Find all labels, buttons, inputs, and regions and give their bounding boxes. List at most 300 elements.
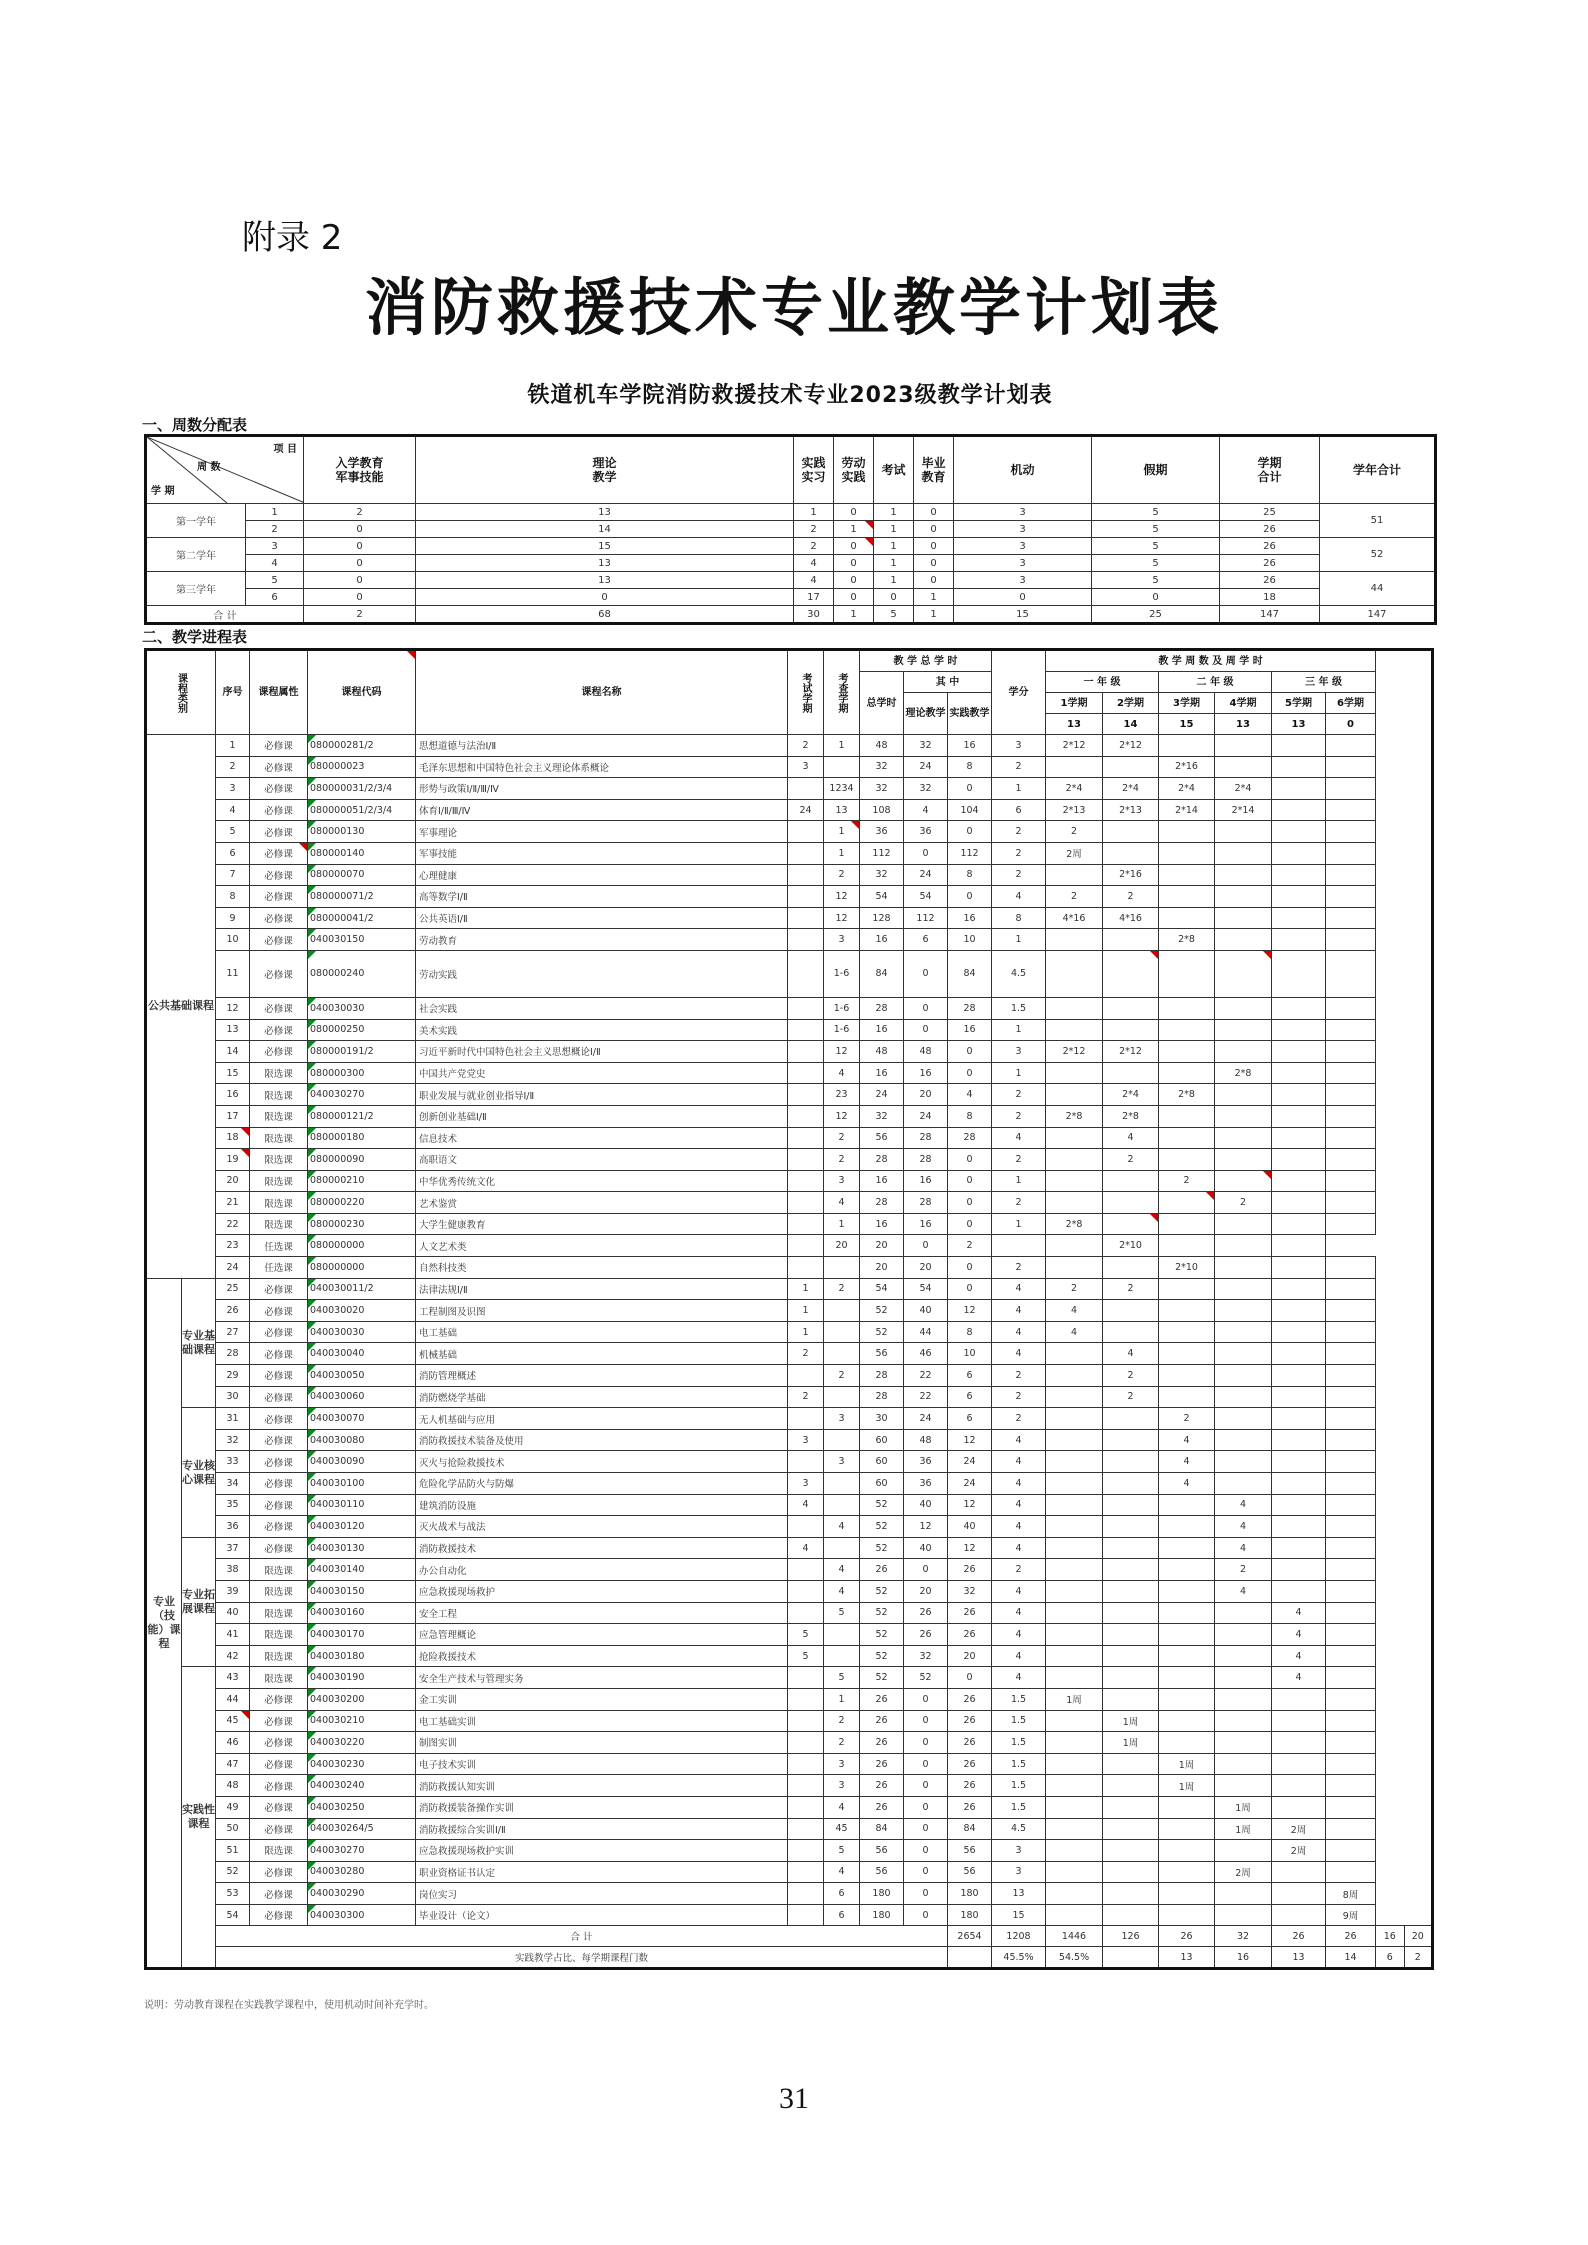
course-type: 必修课 xyxy=(250,735,308,757)
course-no: 17 xyxy=(216,1105,250,1127)
semester-6-hours xyxy=(1326,842,1376,864)
semester-6-hours xyxy=(1326,1429,1376,1451)
week-cell: 1 xyxy=(834,521,874,538)
total-label: 合 计 xyxy=(216,1926,948,1947)
semester-6-hours xyxy=(1326,886,1376,908)
semester-1-hours: 2*12 xyxy=(1046,735,1103,757)
semester-4-hours xyxy=(1159,1235,1215,1257)
semester-1-hours xyxy=(1046,1062,1103,1084)
practice-hours: 26 xyxy=(948,1688,992,1710)
semester-6-hours xyxy=(1326,1213,1376,1235)
semester-2-hours: 2*8 xyxy=(1103,1105,1159,1127)
semester-4-hours xyxy=(1215,1321,1272,1343)
theory-hours: 24 xyxy=(904,864,948,886)
header-practice: 实践 实习 xyxy=(794,436,834,504)
semester-6-hours xyxy=(1326,1559,1376,1581)
semester-5-hours: 4 xyxy=(1272,1667,1326,1689)
header-code: 课程代码 xyxy=(308,650,416,735)
course-row xyxy=(146,1580,1433,1602)
semester-5-hours xyxy=(1272,886,1326,908)
course-name: 建筑消防设施 xyxy=(416,1494,788,1516)
semester-5-hours xyxy=(1272,1084,1326,1106)
semester-3-hours: 2 xyxy=(1159,1170,1215,1192)
semester-4-hours xyxy=(1215,1041,1272,1063)
semester-1-hours: 2*13 xyxy=(1046,799,1103,821)
semester-4-hours xyxy=(1215,1127,1272,1149)
credit: 2 xyxy=(992,842,1046,864)
course-row xyxy=(146,1451,1433,1473)
credit: 1.5 xyxy=(992,1796,1046,1818)
course-name: 消防燃烧学基础 xyxy=(416,1386,788,1408)
practice-hours: 26 xyxy=(948,1710,992,1732)
course-row xyxy=(146,1343,1433,1365)
practice-hours: 16 xyxy=(948,1019,992,1041)
course-code: 040030160 xyxy=(308,1602,416,1624)
semester-5-hours xyxy=(1272,1343,1326,1365)
week-cell: 0 xyxy=(304,521,416,538)
course-type: 限选课 xyxy=(250,1149,308,1171)
course-type: 必修课 xyxy=(250,907,308,929)
credit: 3 xyxy=(992,1840,1046,1862)
exam-semester xyxy=(788,907,824,929)
course-no: 11 xyxy=(216,950,250,997)
exam-semester xyxy=(788,1840,824,1862)
semester-4-hours: 4 xyxy=(1215,1516,1272,1538)
ratio-cell xyxy=(1103,1947,1159,1969)
exam-semester xyxy=(788,1105,824,1127)
semester-4-hours xyxy=(1215,886,1272,908)
course-row xyxy=(146,1732,1433,1754)
course-name: 形势与政策Ⅰ/Ⅱ/Ⅲ/Ⅳ xyxy=(416,778,788,800)
course-type: 限选课 xyxy=(250,1105,308,1127)
course-code: 080000140 xyxy=(308,842,416,864)
week-cell: 0 xyxy=(874,589,914,606)
semester-5-hours xyxy=(1272,950,1326,997)
semester-1-hours xyxy=(1046,1127,1103,1149)
corner-mid-label: 周 数 xyxy=(197,462,221,473)
semester-5-hours xyxy=(1272,1041,1326,1063)
check-semester: 2 xyxy=(824,1732,860,1754)
exam-semester xyxy=(788,821,824,843)
semester-4-hours xyxy=(1215,1105,1272,1127)
course-code: 080000070 xyxy=(308,864,416,886)
credit: 4 xyxy=(992,886,1046,908)
exam-semester xyxy=(788,1170,824,1192)
theory-hours: 54 xyxy=(904,1278,948,1300)
semester-6-hours xyxy=(1326,1386,1376,1408)
theory-hours: 48 xyxy=(904,1041,948,1063)
credit: 2 xyxy=(992,821,1046,843)
course-code: 040030200 xyxy=(308,1688,416,1710)
exam-semester xyxy=(788,1559,824,1581)
ratio-cell: 2 xyxy=(1404,1947,1433,1969)
semester-2-hours xyxy=(1103,1796,1159,1818)
week-cell: 3 xyxy=(954,521,1092,538)
credit: 2 xyxy=(992,1559,1046,1581)
theory-hours: 0 xyxy=(904,1753,948,1775)
semester-5-hours xyxy=(1272,1732,1326,1754)
check-semester: 4 xyxy=(824,1796,860,1818)
credit: 2 xyxy=(992,1386,1046,1408)
semester-2-hours: 2 xyxy=(1103,1149,1159,1171)
semester-number: 6 xyxy=(246,589,304,606)
semester-6-hours xyxy=(1326,1645,1376,1667)
course-type: 必修课 xyxy=(250,1688,308,1710)
semester-2-hours: 4 xyxy=(1103,1127,1159,1149)
semester-1-hours xyxy=(1046,929,1103,951)
course-row xyxy=(146,1624,1433,1646)
semester-2-hours: 2*13 xyxy=(1103,799,1159,821)
semester-2-hours: 2 xyxy=(1103,1278,1159,1300)
semester-3-hours xyxy=(1159,1365,1215,1387)
course-no: 27 xyxy=(216,1321,250,1343)
year-label: 第二学年 xyxy=(146,538,246,572)
course-row xyxy=(146,1408,1433,1430)
course-row xyxy=(146,1062,1433,1084)
header-exam: 考试 xyxy=(874,436,914,504)
semester-5-hours xyxy=(1272,1516,1326,1538)
semester-1-hours xyxy=(1046,1710,1103,1732)
header-sem-1: 1学期 xyxy=(1046,693,1103,714)
course-code: 040030100 xyxy=(308,1473,416,1495)
course-no: 2 xyxy=(216,756,250,778)
semester-3-hours xyxy=(1159,1904,1215,1926)
course-no: 33 xyxy=(216,1451,250,1473)
exam-semester: 2 xyxy=(788,735,824,757)
course-name: 法律法规Ⅰ/Ⅱ xyxy=(416,1278,788,1300)
course-no: 26 xyxy=(216,1300,250,1322)
semester-5-hours xyxy=(1272,1321,1326,1343)
semester-2-hours: 2*4 xyxy=(1103,778,1159,800)
week-cell: 0 xyxy=(954,589,1092,606)
practice-hours: 180 xyxy=(948,1883,992,1905)
semester-1-hours xyxy=(1046,1170,1103,1192)
theory-hours: 0 xyxy=(904,950,948,997)
semester-1-hours: 2周 xyxy=(1046,842,1103,864)
practice-hours: 180 xyxy=(948,1904,992,1926)
theory-hours: 0 xyxy=(904,1904,948,1926)
semester-6-hours xyxy=(1326,735,1376,757)
total-hours: 54 xyxy=(860,886,904,908)
semester-2-hours xyxy=(1103,1775,1159,1797)
course-name: 电工基础实训 xyxy=(416,1710,788,1732)
semester-number: 2 xyxy=(246,521,304,538)
total-hours: 28 xyxy=(860,1365,904,1387)
course-type: 限选课 xyxy=(250,1840,308,1862)
semester-5-hours xyxy=(1272,735,1326,757)
course-row xyxy=(146,997,1433,1019)
semester-1-hours xyxy=(1046,1149,1103,1171)
course-code: 040030030 xyxy=(308,997,416,1019)
course-code: 040030190 xyxy=(308,1667,416,1689)
check-semester: 2 xyxy=(824,1278,860,1300)
semester-2-hours xyxy=(1103,1257,1159,1279)
total-hours: 52 xyxy=(860,1667,904,1689)
semester-6-hours xyxy=(1326,1149,1376,1171)
sum-cell: 1 xyxy=(914,606,954,624)
semester-4-hours xyxy=(1215,1429,1272,1451)
semester-2-hours xyxy=(1103,1580,1159,1602)
check-semester: 45 xyxy=(824,1818,860,1840)
header-sem-4: 4学期 xyxy=(1215,693,1272,714)
course-row xyxy=(146,1192,1433,1214)
course-name: 消防救援认知实训 xyxy=(416,1775,788,1797)
theory-hours: 6 xyxy=(904,929,948,951)
course-no: 25 xyxy=(216,1278,250,1300)
semester-2-hours xyxy=(1103,1667,1159,1689)
sum-year-total: 147 xyxy=(1320,606,1436,624)
course-name: 消防救援技术 xyxy=(416,1537,788,1559)
course-no: 32 xyxy=(216,1429,250,1451)
semester-6-hours xyxy=(1326,1537,1376,1559)
semester-4-hours xyxy=(1215,842,1272,864)
course-name: 体育Ⅰ/Ⅱ/Ⅲ/Ⅳ xyxy=(416,799,788,821)
semester-2-hours xyxy=(1103,950,1159,997)
total-hours: 180 xyxy=(860,1883,904,1905)
semester-6-hours xyxy=(1326,1170,1376,1192)
semester-2-hours xyxy=(1103,1559,1159,1581)
practice-hours: 28 xyxy=(948,997,992,1019)
total-cell: 26 xyxy=(1159,1926,1215,1947)
theory-hours: 16 xyxy=(904,1213,948,1235)
practice-hours: 112 xyxy=(948,842,992,864)
semester-3-hours xyxy=(1159,1883,1215,1905)
header-orientation: 入学教育 军事技能 xyxy=(304,436,416,504)
credit: 2 xyxy=(992,864,1046,886)
semester-3-hours xyxy=(1159,1645,1215,1667)
semester-5-hours: 2周 xyxy=(1272,1818,1326,1840)
course-code: 080000180 xyxy=(308,1127,416,1149)
course-row xyxy=(146,1818,1433,1840)
course-schedule-table xyxy=(144,648,1434,1970)
total-hours: 48 xyxy=(860,1041,904,1063)
semester-6-hours xyxy=(1326,1861,1376,1883)
course-code: 080000210 xyxy=(308,1170,416,1192)
semester-5-hours xyxy=(1272,1861,1326,1883)
practice-hours: 0 xyxy=(948,1257,992,1279)
total-hours: 52 xyxy=(860,1516,904,1538)
course-code: 080000230 xyxy=(308,1213,416,1235)
semester-number: 3 xyxy=(246,538,304,555)
course-row xyxy=(146,735,1433,757)
course-code: 040030210 xyxy=(308,1710,416,1732)
semester-6-hours xyxy=(1326,1688,1376,1710)
semester-6-hours xyxy=(1326,1796,1376,1818)
semester-1-hours xyxy=(1046,1861,1103,1883)
semester-5-hours xyxy=(1272,907,1326,929)
course-code: 040030130 xyxy=(308,1537,416,1559)
semester-3-hours xyxy=(1159,735,1215,757)
course-no: 28 xyxy=(216,1343,250,1365)
week-cell: 5 xyxy=(1092,555,1220,572)
semester-4-hours xyxy=(1215,1602,1272,1624)
semester-6-hours xyxy=(1326,997,1376,1019)
course-name: 劳动实践 xyxy=(416,950,788,997)
footnote: 说明：劳动教育课程在实践教学课程中，使用机动时间补充学时。 xyxy=(144,2000,434,2011)
week-cell: 2 xyxy=(794,521,834,538)
practice-hours: 28 xyxy=(948,1127,992,1149)
year-total: 44 xyxy=(1320,572,1436,606)
total-hours: 32 xyxy=(860,756,904,778)
practice-hours: 24 xyxy=(948,1451,992,1473)
course-name: 社会实践 xyxy=(416,997,788,1019)
check-semester xyxy=(824,1645,860,1667)
theory-hours: 16 xyxy=(904,1062,948,1084)
semester-2-hours xyxy=(1103,1451,1159,1473)
exam-semester xyxy=(788,1365,824,1387)
sum-cell: 25 xyxy=(1092,606,1220,624)
semester-6-hours xyxy=(1326,1451,1376,1473)
practice-hours: 16 xyxy=(948,907,992,929)
course-type: 必修课 xyxy=(250,1019,308,1041)
check-semester: 4 xyxy=(824,1559,860,1581)
semester-2-hours xyxy=(1103,929,1159,951)
semester-5-hours xyxy=(1272,1213,1326,1235)
semester-2-hours xyxy=(1103,842,1159,864)
semester-1-hours: 4 xyxy=(1046,1321,1103,1343)
semester-6-hours xyxy=(1326,1494,1376,1516)
semester-6-hours xyxy=(1326,778,1376,800)
total-hours: 52 xyxy=(860,1580,904,1602)
semester-5-hours xyxy=(1272,1710,1326,1732)
semester-1-hours xyxy=(1046,1883,1103,1905)
credit: 1.5 xyxy=(992,1710,1046,1732)
week-cell: 0 xyxy=(914,521,954,538)
semester-4-hours xyxy=(1215,1904,1272,1926)
week-cell: 13 xyxy=(416,572,794,589)
course-code: 040030250 xyxy=(308,1796,416,1818)
exam-semester xyxy=(788,886,824,908)
semester-2-hours: 1周 xyxy=(1103,1732,1159,1754)
practice-hours: 0 xyxy=(948,1062,992,1084)
semester-6-hours xyxy=(1326,1105,1376,1127)
semester-4-hours xyxy=(1215,1732,1272,1754)
semester-3-hours xyxy=(1159,1624,1215,1646)
semester-6-hours xyxy=(1326,1602,1376,1624)
credit: 1.5 xyxy=(992,1688,1046,1710)
theory-hours: 20 xyxy=(904,1084,948,1106)
sum-cell: 2 xyxy=(304,606,416,624)
credit: 4.5 xyxy=(992,950,1046,997)
semester-1-hours xyxy=(1046,1451,1103,1473)
theory-hours: 0 xyxy=(904,842,948,864)
course-row xyxy=(146,756,1433,778)
theory-hours: 36 xyxy=(904,1451,948,1473)
total-cell: 2654 xyxy=(948,1926,992,1947)
week-cell: 0 xyxy=(914,504,954,521)
theory-hours: 0 xyxy=(904,997,948,1019)
total-cell: 16 xyxy=(1376,1926,1404,1947)
semester-6-hours xyxy=(1326,821,1376,843)
week-cell: 0 xyxy=(304,555,416,572)
course-type: 必修课 xyxy=(250,886,308,908)
credit: 2 xyxy=(992,1084,1046,1106)
header-sem-3: 3学期 xyxy=(1159,693,1215,714)
course-type: 必修课 xyxy=(250,1537,308,1559)
semester-2-hours xyxy=(1103,1408,1159,1430)
course-type: 必修课 xyxy=(250,1451,308,1473)
practice-hours: 10 xyxy=(948,929,992,951)
total-hours: 26 xyxy=(860,1732,904,1754)
theory-hours: 28 xyxy=(904,1149,948,1171)
ratio-cell: 16 xyxy=(1215,1947,1272,1969)
course-type: 必修课 xyxy=(250,1710,308,1732)
total-hours: 180 xyxy=(860,1904,904,1926)
week-cell: 26 xyxy=(1220,538,1320,555)
semester-2-hours xyxy=(1103,1062,1159,1084)
total-hours: 28 xyxy=(860,1149,904,1171)
semester-1-hours xyxy=(1046,1516,1103,1538)
exam-semester xyxy=(788,1753,824,1775)
check-semester: 12 xyxy=(824,1105,860,1127)
course-row xyxy=(146,1883,1433,1905)
semester-5-hours xyxy=(1272,929,1326,951)
year-total: 51 xyxy=(1320,504,1436,538)
semester-6-hours xyxy=(1326,1710,1376,1732)
exam-semester xyxy=(788,864,824,886)
semester-1-hours xyxy=(1046,1775,1103,1797)
semester-4-hours xyxy=(1215,997,1272,1019)
semester-4-hours xyxy=(1215,1343,1272,1365)
course-code: 080000121/2 xyxy=(308,1105,416,1127)
semester-2-hours: 1周 xyxy=(1103,1710,1159,1732)
semester-6-hours xyxy=(1326,1667,1376,1689)
week-row xyxy=(146,521,1436,538)
total-hours: 54 xyxy=(860,1278,904,1300)
semester-5-hours xyxy=(1272,778,1326,800)
course-no: 21 xyxy=(216,1192,250,1214)
header-total-hours: 总学时 xyxy=(860,672,904,735)
appendix-label: 附录 2 xyxy=(242,218,343,258)
semester-2-hours xyxy=(1103,1645,1159,1667)
semester-6-hours xyxy=(1326,929,1376,951)
header-theory-hours: 理论教学 xyxy=(904,693,948,735)
semester-4-hours xyxy=(1215,1883,1272,1905)
practice-hours: 0 xyxy=(948,1192,992,1214)
semester-1-hours xyxy=(1046,1753,1103,1775)
semester-5-hours xyxy=(1272,1559,1326,1581)
semester-3-hours xyxy=(1159,1516,1215,1538)
semester-3-hours xyxy=(1159,950,1215,997)
semester-5-hours xyxy=(1272,1883,1326,1905)
semester-4-hours xyxy=(1215,1019,1272,1041)
course-table-body xyxy=(146,735,1433,1969)
credit: 4 xyxy=(992,1667,1046,1689)
semester-1-hours xyxy=(1046,1796,1103,1818)
header-weeks-2: 14 xyxy=(1103,714,1159,735)
course-no: 16 xyxy=(216,1084,250,1106)
course-no: 9 xyxy=(216,907,250,929)
course-type: 必修课 xyxy=(250,1516,308,1538)
course-name: 消防救援综合实训Ⅰ/Ⅱ xyxy=(416,1818,788,1840)
total-hours: 56 xyxy=(860,1861,904,1883)
total-hours: 60 xyxy=(860,1451,904,1473)
category-public: 公共基础课程 xyxy=(146,735,216,1279)
exam-semester xyxy=(788,842,824,864)
header-name: 课程名称 xyxy=(416,650,788,735)
credit: 1.5 xyxy=(992,1732,1046,1754)
course-type: 限选课 xyxy=(250,1062,308,1084)
semester-3-hours xyxy=(1159,1278,1215,1300)
semester-2-hours xyxy=(1103,1516,1159,1538)
week-cell: 5 xyxy=(1092,572,1220,589)
semester-5-hours xyxy=(1272,1149,1326,1171)
course-code: 080000023 xyxy=(308,756,416,778)
header-holiday: 假期 xyxy=(1092,436,1220,504)
corner-top-label: 项 目 xyxy=(273,444,297,455)
corner-bottom-label: 学 期 xyxy=(151,486,175,497)
semester-3-hours xyxy=(1159,1796,1215,1818)
